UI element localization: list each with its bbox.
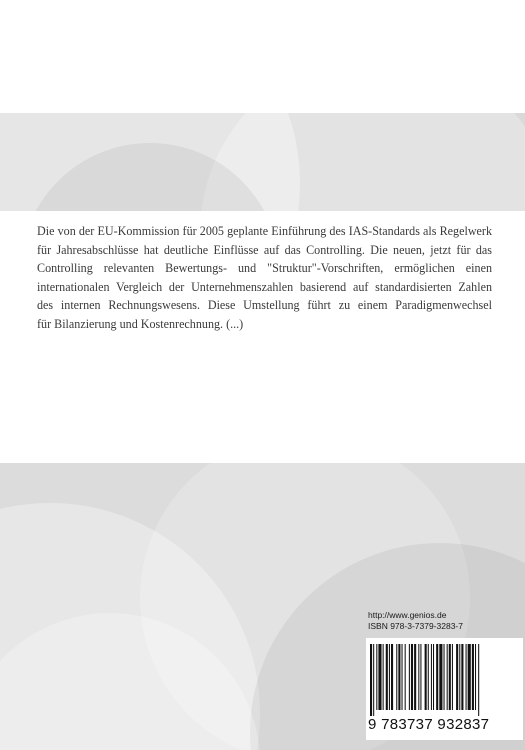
top-gray-band <box>0 113 525 211</box>
blurb-line: internationalen Vergleich der Unternehmenszahlen basierend auf standardisierten Zahlen <box>37 279 492 294</box>
barcode-bar <box>428 644 429 710</box>
barcode-bar <box>376 644 377 710</box>
barcode-bar <box>418 644 419 710</box>
barcode-bar <box>466 644 467 710</box>
barcode-bar <box>456 644 458 710</box>
barcode-bar <box>468 644 471 710</box>
barcode-bar <box>398 644 400 710</box>
barcode-bar <box>389 644 390 710</box>
barcode-digits: 9 783737 932837 <box>368 716 490 733</box>
blurb-line: für Jahresabschlüsse hat deutliche Einflüsse auf das Controlling. Die neuen, jetzt für das <box>37 242 492 257</box>
barcode-bar <box>447 644 448 710</box>
barcode-bar <box>433 644 434 710</box>
isbn-label: ISBN 978-3-7379-3283-7 <box>368 621 463 631</box>
barcode-bars <box>370 644 519 716</box>
barcode-bar <box>449 644 451 710</box>
barcode-bar <box>378 644 381 710</box>
barcode-bar <box>373 644 374 716</box>
barcode <box>366 638 523 740</box>
barcode-bar <box>431 644 432 710</box>
isbn-block <box>366 610 523 740</box>
barcode-bar <box>402 644 403 710</box>
barcode-bar <box>459 644 460 710</box>
barcode-bar <box>478 644 479 716</box>
barcode-bar <box>409 644 410 710</box>
barcode-bar <box>396 644 397 710</box>
barcode-bar <box>405 644 406 710</box>
blurb-line: für Bilanzierung und Kostenrechnung. (...) <box>37 316 244 331</box>
barcode-bar <box>439 644 442 710</box>
blurb-line: Controlling relevanten Bewertungs- und "Struktur"-Vorschriften, ermöglichen einen <box>37 261 492 276</box>
barcode-bar <box>425 644 427 710</box>
back-cover-blurb <box>37 222 492 334</box>
barcode-bar <box>411 644 413 710</box>
blurb-line: des internen Rechnungswesens. Diese Umstellung führt zu einem Paradigmenwechsel <box>37 298 492 313</box>
barcode-bar <box>383 644 384 710</box>
publisher-url: http://www.genios.de <box>368 610 447 620</box>
barcode-bar <box>472 644 474 710</box>
barcode-bar <box>452 644 453 710</box>
blurb-line: Die von der EU-Kommission für 2005 geplante Einführung des IAS-Standards als Regelwerk <box>37 224 492 238</box>
barcode-bar <box>386 644 388 710</box>
barcode-bar <box>444 644 445 710</box>
barcode-bar <box>414 644 416 710</box>
barcode-bar <box>475 644 476 710</box>
barcode-bar <box>436 644 438 710</box>
barcode-bar <box>420 644 421 710</box>
barcode-bar <box>461 644 463 710</box>
barcode-bar <box>391 644 393 710</box>
barcode-bar <box>370 644 372 716</box>
